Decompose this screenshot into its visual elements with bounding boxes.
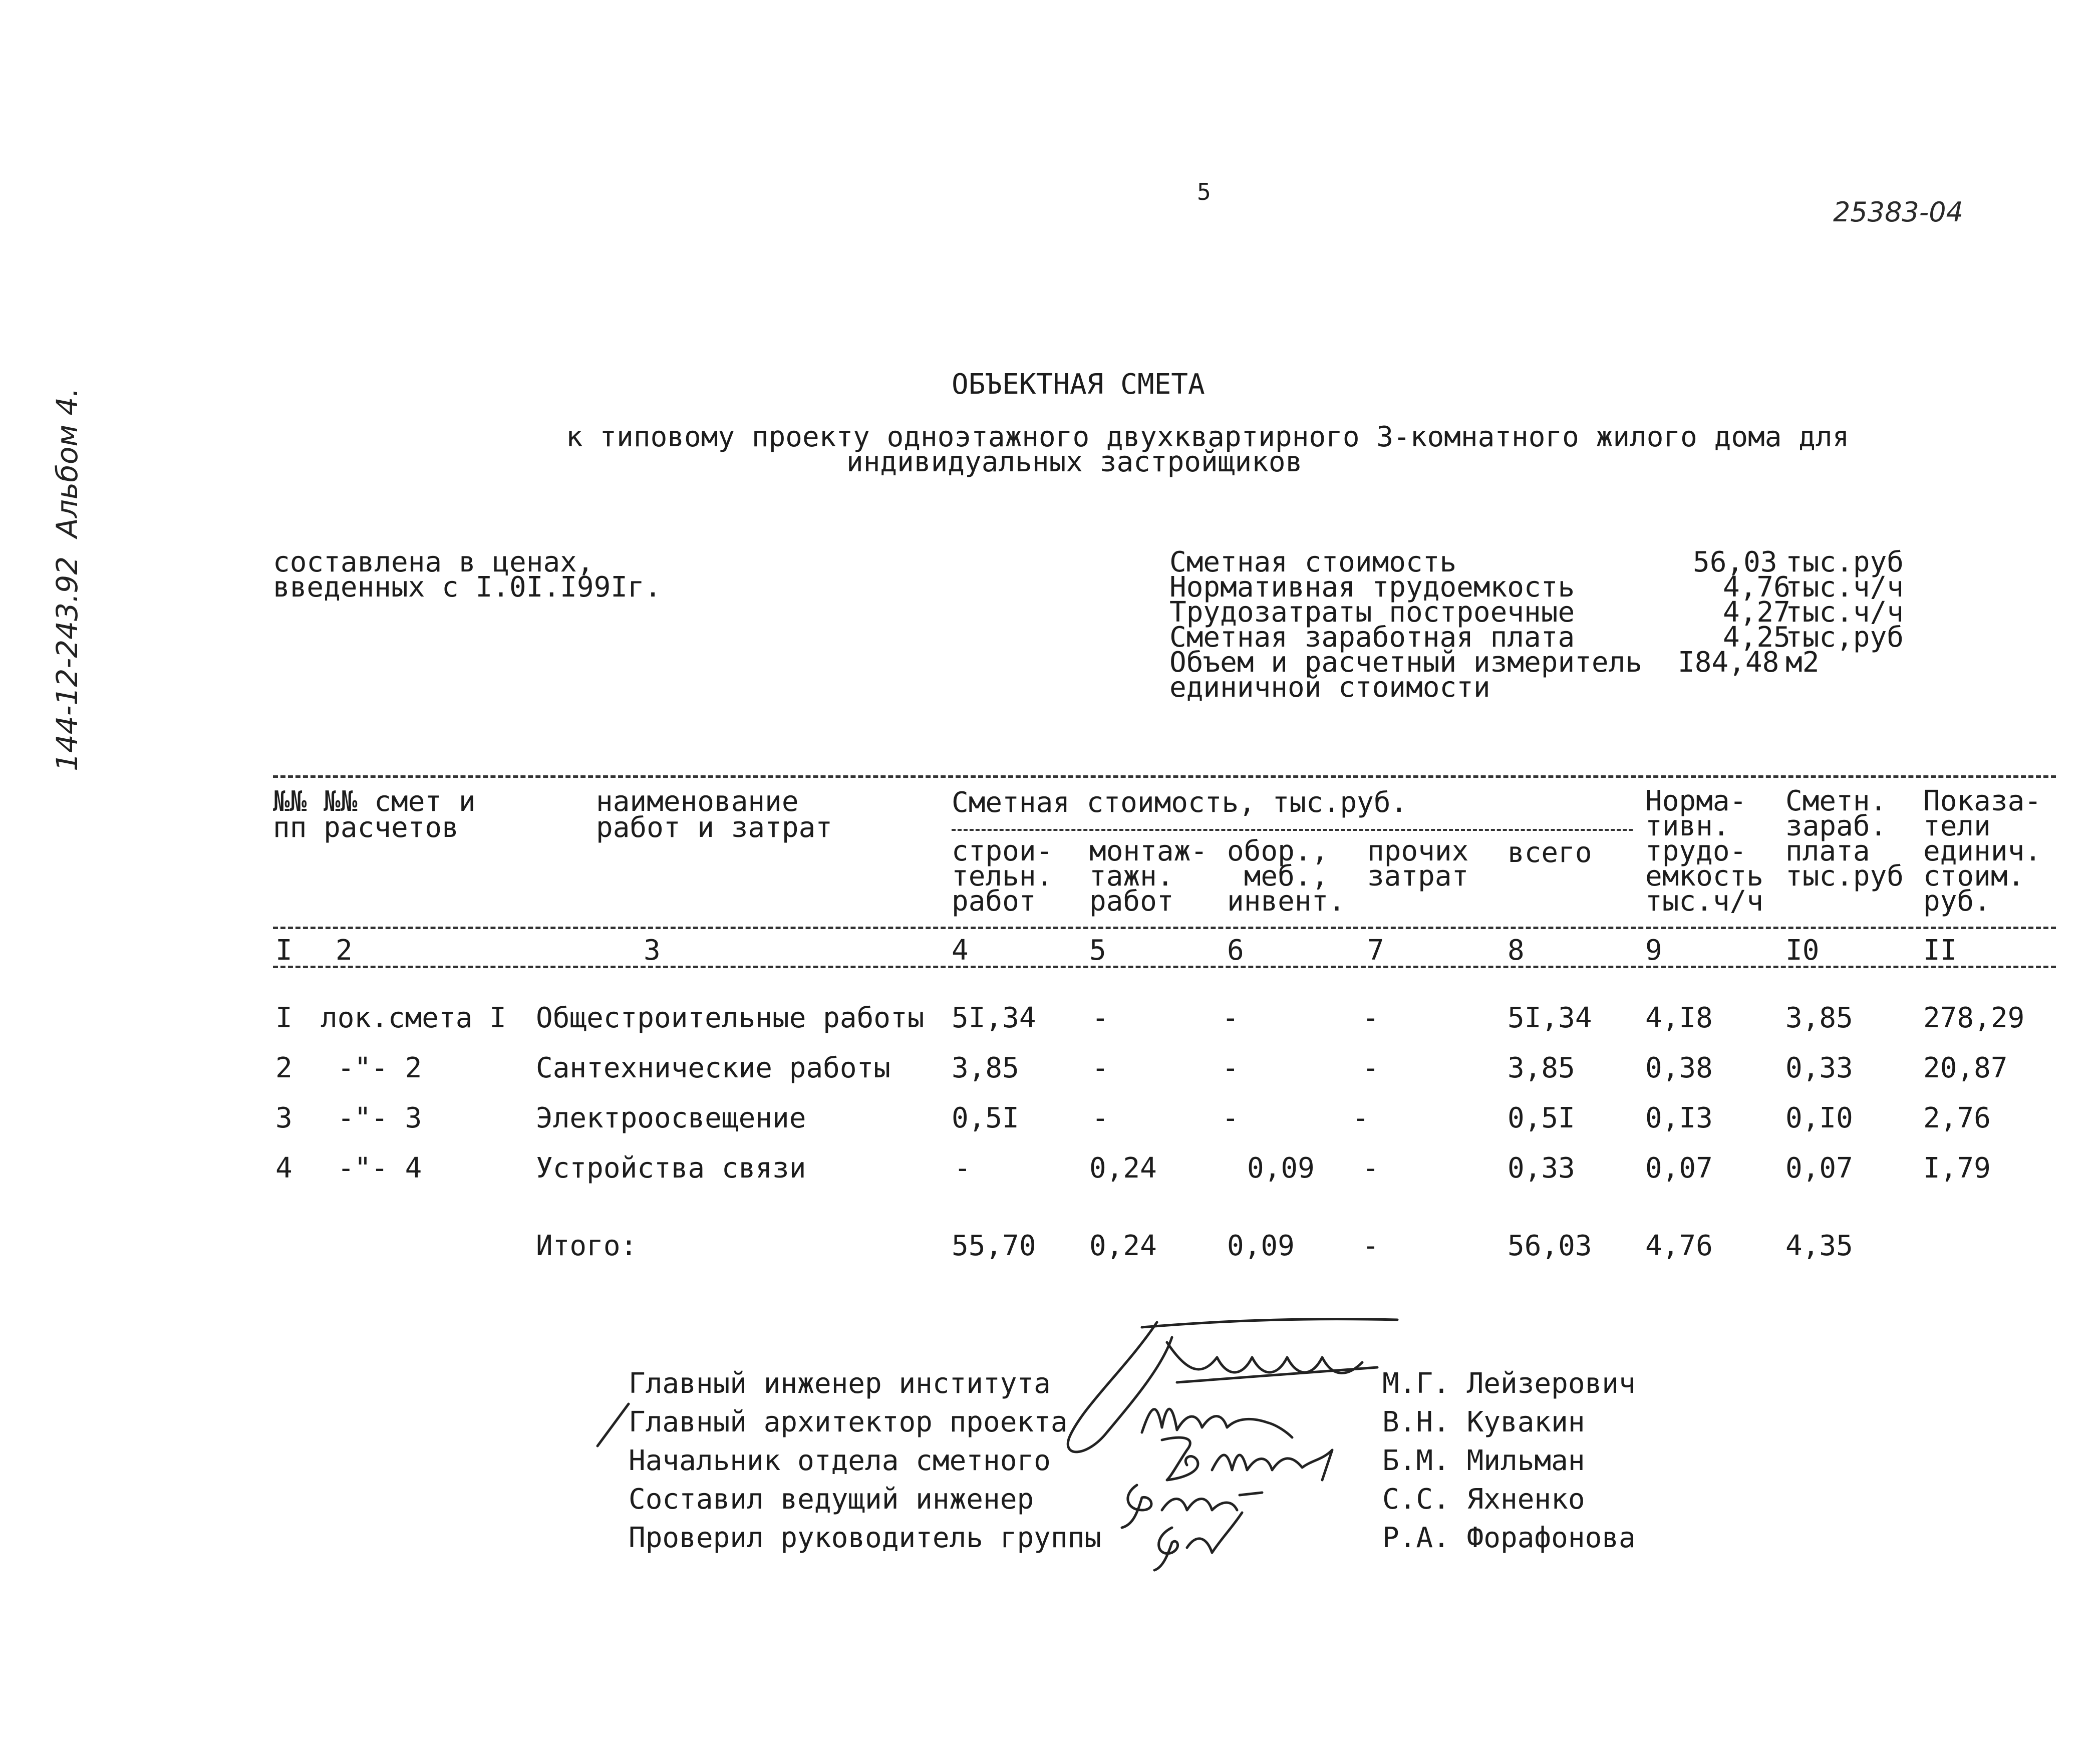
document-subtitle-line1: к типовому проекту одноэтажного двухквартирного 3-комнатного жилого дома для — [566, 421, 1850, 453]
column-number: 2 — [336, 934, 353, 967]
cell-wages: 0,07 — [1785, 1152, 1853, 1185]
total-labor: 4,76 — [1645, 1230, 1713, 1262]
cell-installation: - — [1092, 1052, 1109, 1084]
cell-unit-cost: I,79 — [1923, 1152, 1991, 1185]
cell-total: 0,5I — [1508, 1102, 1575, 1134]
row-work-name: Общестроительные работы — [536, 1002, 925, 1034]
cell-construction: - — [954, 1152, 971, 1185]
column-number: 4 — [952, 934, 969, 967]
summary-label: Трудозатраты построечные — [1169, 596, 1575, 629]
signatory-role: Проверил руководитель группы — [629, 1522, 1102, 1554]
summary-unit: м2 — [1785, 646, 1820, 679]
cell-other: - — [1362, 1002, 1379, 1034]
table-header-bottom-rule — [273, 927, 2056, 929]
signatory-name: В.Н. Кувакин — [1382, 1406, 1585, 1438]
summary-value: 4,27 — [1723, 596, 1790, 629]
header-total: всего — [1508, 836, 1592, 869]
cell-wages: 0,I0 — [1785, 1102, 1853, 1134]
summary-value: 4,76 — [1723, 571, 1790, 604]
header-equipment: обор., меб., инвент. — [1227, 835, 1346, 918]
signatory-role: Главный инженер института — [629, 1367, 1051, 1400]
row-work-name: Устройства связи — [536, 1152, 806, 1185]
header-installation: монтаж- тажн. работ — [1089, 835, 1208, 918]
header-wages: Сметн. зараб. плата тыс.руб — [1785, 785, 1904, 893]
header-row-number: №№ №№ смет и пп расчетов — [273, 785, 476, 844]
row-work-name: Сантехнические работы — [536, 1052, 891, 1084]
document-code: 25383-04 — [1833, 196, 1963, 228]
summary-label: Сметная заработная плата — [1169, 621, 1575, 654]
summary-unit: тыс.руб — [1785, 546, 1904, 578]
cell-equipment: - — [1222, 1102, 1239, 1134]
row-number: I — [275, 1002, 292, 1034]
cell-construction: 3,85 — [952, 1052, 1019, 1084]
row-work-name: Электроосвещение — [536, 1102, 806, 1134]
prices-note-line1: составлена в ценах, — [273, 546, 594, 578]
cell-construction: 5I,34 — [952, 1002, 1036, 1034]
summary-unit: тыс.ч/ч — [1785, 596, 1904, 629]
total-installation: 0,24 — [1089, 1230, 1157, 1262]
total-other: - — [1362, 1230, 1379, 1262]
cell-total: 0,33 — [1508, 1152, 1575, 1185]
row-number: 4 — [275, 1152, 292, 1185]
header-construction: строи- тельн. работ — [952, 835, 1053, 918]
column-number: 5 — [1089, 934, 1106, 967]
summary-label: Нормативная трудоемкость — [1169, 571, 1575, 604]
summary-value: 4,25 — [1723, 621, 1790, 654]
total-construction: 55,70 — [952, 1230, 1036, 1262]
header-cost-group: Сметная стоимость, тыс.руб. — [952, 786, 1408, 819]
cell-total: 5I,34 — [1508, 1002, 1592, 1034]
header-labor: Норма- тивн. трудо- емкость тыс.ч/ч — [1645, 785, 1764, 918]
page-number: 5 — [1197, 178, 1211, 205]
total-sum: 56,03 — [1508, 1230, 1592, 1262]
column-number: 8 — [1508, 934, 1525, 967]
cell-unit-cost: 20,87 — [1923, 1052, 2008, 1084]
column-number: 9 — [1645, 934, 1662, 967]
cell-labor: 0,38 — [1645, 1052, 1713, 1084]
summary-value: 56,03 — [1693, 546, 1777, 578]
row-estimate-ref: -"- 3 — [321, 1102, 422, 1134]
column-number: I0 — [1785, 934, 1820, 967]
cell-equipment: - — [1222, 1052, 1239, 1084]
signatory-name: М.Г. Лейзерович — [1382, 1367, 1636, 1400]
cell-installation: 0,24 — [1089, 1152, 1157, 1185]
summary-value: I84,48 — [1678, 646, 1779, 679]
document-title: ОБЪЕКТНАЯ СМЕТА — [952, 368, 1205, 401]
cell-labor: 0,07 — [1645, 1152, 1713, 1185]
column-number: 3 — [644, 934, 661, 967]
cell-labor: 4,I8 — [1645, 1002, 1713, 1034]
cell-installation: - — [1092, 1002, 1109, 1034]
cell-other: - — [1352, 1102, 1369, 1134]
signatory-role: Составил ведущий инженер — [629, 1483, 1034, 1516]
album-side-note: 144-12-243.92 Альбом 4. — [50, 388, 84, 771]
header-unit-cost: Показа- тели единич. стоим. руб. — [1923, 785, 2042, 918]
table-top-rule — [273, 775, 2056, 778]
document-subtitle-line2: индивидуальных застройщиков — [846, 446, 1303, 478]
cell-unit-cost: 278,29 — [1923, 1002, 2025, 1034]
cell-other: - — [1362, 1052, 1379, 1084]
cell-construction: 0,5I — [952, 1102, 1019, 1134]
cell-other: - — [1362, 1152, 1379, 1185]
row-number: 2 — [275, 1052, 292, 1084]
signature-group-head — [1142, 1508, 1257, 1573]
column-number: I — [275, 934, 292, 967]
prices-note-line2: введенных с I.0I.I99Iг. — [273, 571, 662, 604]
signatory-name: Б.М. Мильман — [1382, 1444, 1585, 1477]
row-estimate-ref: лок.смета I — [321, 1002, 506, 1034]
table-group-rule — [952, 829, 1633, 831]
column-number: 6 — [1227, 934, 1244, 967]
cell-equipment: 0,09 — [1247, 1152, 1315, 1185]
cell-total: 3,85 — [1508, 1052, 1575, 1084]
cell-unit-cost: 2,76 — [1923, 1102, 1991, 1134]
total-label: Итого: — [536, 1230, 638, 1262]
total-equipment: 0,09 — [1227, 1230, 1295, 1262]
row-number: 3 — [275, 1102, 292, 1134]
summary-label: единичной стоимости — [1169, 671, 1490, 704]
cell-wages: 0,33 — [1785, 1052, 1853, 1084]
row-estimate-ref: -"- 2 — [321, 1052, 422, 1084]
cell-equipment: - — [1222, 1002, 1239, 1034]
row-estimate-ref: -"- 4 — [321, 1152, 422, 1185]
cell-installation: - — [1092, 1102, 1109, 1134]
signatory-name: С.С. Яхненко — [1382, 1483, 1585, 1516]
header-other: прочих затрат — [1367, 835, 1469, 893]
signatory-role: Начальник отдела сметного — [629, 1444, 1051, 1477]
signatory-name: Р.А. Форафонова — [1382, 1522, 1636, 1554]
column-number: II — [1923, 934, 1957, 967]
summary-label: Сметная стоимость — [1169, 546, 1457, 578]
column-number: 7 — [1367, 934, 1384, 967]
header-work-name: наименование работ и затрат — [596, 785, 833, 844]
summary-label: Объем и расчетный измеритель — [1169, 646, 1643, 679]
cell-wages: 3,85 — [1785, 1002, 1853, 1034]
summary-unit: тыс,руб — [1785, 621, 1904, 654]
cell-labor: 0,I3 — [1645, 1102, 1713, 1134]
margin-tick-mark — [593, 1400, 634, 1450]
summary-unit: тыс.ч/ч — [1785, 571, 1904, 604]
signatory-role: Главный архитектор проекта — [629, 1406, 1068, 1438]
total-wages: 4,35 — [1785, 1230, 1853, 1262]
